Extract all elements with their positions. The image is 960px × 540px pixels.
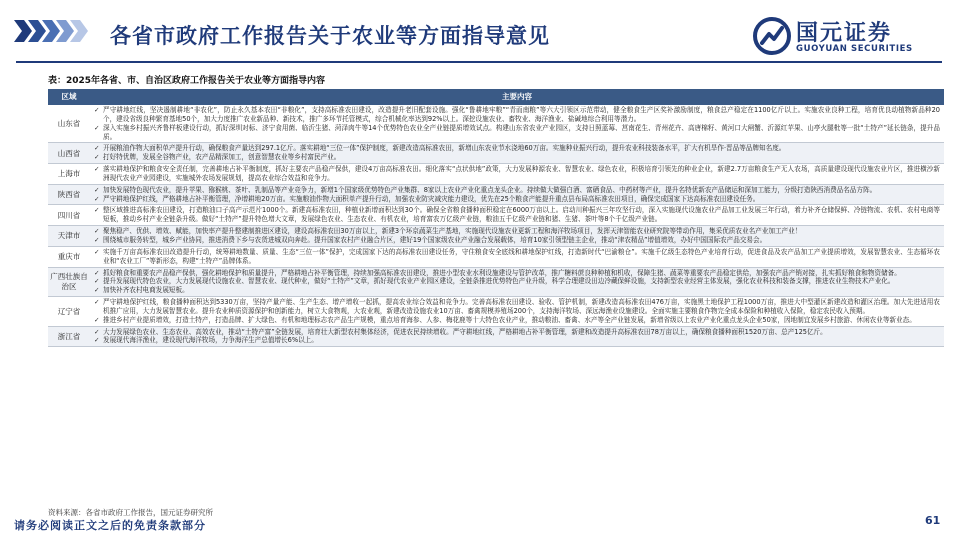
checkmark-icon: ✓ [94,165,100,174]
brand-logo [752,14,952,58]
column-header-region: 区域 [61,92,77,101]
checkmark-icon: ✓ [94,227,100,236]
list-item [94,165,940,183]
checkmark-icon: ✓ [94,277,100,286]
list-item [94,227,940,236]
table-row [48,247,944,268]
item-text: 围绕城市服务转型，城乡产业协同，推进消费下乡与农货进城双向奔赴。提升国家农村产业融合片区，建好19个国家级农业产业融合发展载体，培育10家引领型链主企业，推动“津农精品”增值增效，办好中国国际农产品交易会。 [103,235,767,244]
checkmark-icon: ✓ [94,247,100,256]
province-cell: 浙江省 [57,331,81,341]
province-cell: 天津市 [57,231,81,241]
source-note: 资料来源：各省市政府工作报告，国元证券研究所 [48,508,213,517]
list-item [94,186,940,195]
list-item [94,195,940,204]
item-text: 开展粮油作物大面积单产提升行动，确保粮食产量达到297.1亿斤。落实耕地“三位一体”保护制度，新建改造高标准农田，新增山东农业节水浇地60万亩。实施种业振兴行动，提升农业科技装备水平，扩大有机旱作·晋品等品牌知名度。 [103,144,786,153]
disclaimer-note: 请务必阅读正文之后的免责条款部分 [14,519,206,532]
checkmark-icon: ✓ [94,194,100,203]
list-item [94,144,940,153]
header-chevron-icon [14,20,96,42]
list-item [94,106,940,124]
item-text: 严守耕地红线，坚决遏制耕地“非农化”，防止永久基本农田“非粮化”，支持高标准农田建设，改造提升老旧配套设施。强化“鲁耕地牢粮”“青而南粮”等六大引领区示范带动，健全粮食生产区奖补激励制度，粮食总产稳定在1100亿斤以上。实施农业良种工程，培育优良动植物新品种20个，建设省级良种繁育基地50个，加大力度推广农业新品种、新技术，推广多环节托管模式，综合机械化率达到92%以上。深挖设施农业、畜牧业、海洋渔业、盐碱地综合利用等潜力。 [103,106,940,123]
item-text: 提升发展现代特色农业，大力发展现代设施农业、智慧农业、现代种业，做好“土特产”文章，抓好现代农业产业园区建设，全链条推进优势特色产业升级，科学合理建设田边冷藏保鲜设施，支持新型农业经营主体发展，强化农业科技和装备支撑，推进农业生物技术产业化。 [103,277,895,286]
province-cell: 辽宁省 [57,306,81,316]
content-cell [90,185,944,205]
column-header-content: 主要内容 [502,92,532,101]
list-item [94,236,940,245]
item-text: 加快发展特色现代农业，提升苹果、猕猴桃、茶叶、乳制品等产业竞争力，新增1个国家级优势特色产业集群、8家以上农业产业化重点龙头企业。持续做大做强白酒、富硒食品、中药材等产业，提升名特优新农产品储运和深加工能力，分级打造陕西消费品名品方阵。 [103,185,877,194]
content-cell [90,268,944,297]
checkmark-icon: ✓ [94,123,100,132]
checkmark-icon: ✓ [94,185,100,194]
table-row [48,105,944,143]
content-cell [90,143,944,163]
item-text: 整区域推进高标准农田建设，打造粮油口子高产示范片1000个。新建高标准农田，种植业新增面积达到30个。确保全省粮食播种面积稳定在6000万亩以上。启动川种振兴三年攻坚行动，深入实施现代设施农业产品加工业发展三年行动，着力补齐仓储保鲜、冷链物流、农机、农村电商等短板，推动乡村产业全链条升级。做好“土特产”提升特色增大文章，发展绿色农业、生态农业、有机农业，培育富农万亿级产业链，粮油五千亿级产业链和猪、生猪、茶叶等8个千亿级产业链。 [103,206,940,224]
list-item [94,248,940,266]
checkmark-icon: ✓ [94,106,100,114]
logo-name: 国元证券 [796,21,893,46]
content-cell [90,226,944,246]
logo-en: GUOYUAN SECURITIES [796,44,913,54]
list-item [94,298,940,316]
table-row [48,185,944,206]
list-item [94,153,940,162]
checkmark-icon: ✓ [94,286,100,295]
list-item [94,336,940,345]
checkmark-icon: ✓ [94,336,100,345]
table-body [48,105,944,347]
province-cell: 广西壮族自治区 [50,272,88,291]
item-text: 大力发展绿色农业、生态农业、高效农业，推动“土特产富”全链发展，培育壮大新型农村集体经济，促进农民持续增收。严守耕地红线，严格耕地占补平衡管理，新建和改造提升高标准农田78万亩以上，确保粮食播种面积1520万亩、总产125亿斤。 [103,327,827,336]
header-divider [16,61,942,63]
content-cell [90,205,944,225]
page-number: 61 [925,514,941,527]
checkmark-icon: ✓ [94,235,100,244]
list-item [94,286,940,295]
table-row [48,205,944,226]
item-text: 严守耕地保护红线，严格耕地占补平衡管理，净增耕地20万亩。实施粮油作物大面积单产提升行动，加强农业防灾减灾能力建设，优先在25个粮食产能提升重点县布局高标准农田项目，确保完成国家下达高标准农田建设任务。 [103,194,760,203]
item-text: 实施千万亩高标准农田改造提升行动，统筹耕地数量、质量、生态“三位一体”保护，完成国家下达的高标准农田建设任务，守住粮食安全底线和耕地保护红线，打造新时代“巴渝粮仓”。实施千亿级生态特色产业培育行动，促进食品及农产品加工产业提质增效，发展智慧农业、生态循环农业和“农业工厂”等新形态，构建“土特产”品牌体系。 [103,247,940,265]
checkmark-icon: ✓ [94,315,100,324]
item-text: 落实耕地保护和粮食安全责任制，完善耕地占补平衡制度，抓好主要农产品稳产保供，建设4万亩高标准农田。细化落实“点状供地”政策，大力发展种源农业、智慧农业、绿色农业，积极培育引领先的种业企业，新建2.7万亩粮食生产无人农场，高质量建设现代设施农业片区，推进横沙新洲现代农业产业园建设，实施城外农场发展规划，提高农业综合效益和竞争力。 [103,165,940,182]
item-text: 聚焦稳产、优供、增效、赋能，加快率产提升整建制推进区建设，建设高标准农田30万亩以上，新建3个环京蔬菜生产基地，实施现代设施农业更新工程和海洋牧场项目，发挥天津智能农业研究院等带动作用，集采优质农业名产业加工产业！ [103,227,802,236]
item-text: 抓好粮食和重要农产品稳产保供，强化耕地保护和质量提升，严格耕地占补平衡管理，持续加强高标准农田建设，推进小型农业水利设施建设与管护改革，推广糖料蔗良种种植和机收，保障生猪、蔬菜等重要农产品稳定供给，加强农产品产销对接，扎实抓好粮食和物资储备。 [103,268,901,277]
item-text: 加快补齐农村电商发展短板。 [103,286,189,295]
province-cell: 山西省 [57,148,81,158]
table-header [48,89,944,105]
checkmark-icon: ✓ [94,268,100,277]
content-cell [90,164,944,184]
table-row [48,297,944,327]
item-text: 深入实施乡村振兴齐鲁样板建设行动，抓好深圳对标、济宁食用菌、临沂生猪、菏泽肉牛等14个优势特色农业全产业链提质增效试点。构建山东省农业产业园区，支持日照蓝莓、莒南花生、青州花卉、高唐棉籽、黄河口大闸蟹、沂源红苹果、山亭火腿枇等一批“土特产”延长链条，提升品质。 [103,123,940,141]
table-row [48,164,944,185]
content-cell [90,327,944,347]
table-title: 表：2025年各省、市、自治区政府工作报告关于农业等方面指导内容 [48,76,326,86]
item-text: 打好特优牌，发展全谷物产业，农产品精深加工，创意智慧农业等乡村富民产业。 [103,153,341,162]
list-item [94,316,940,325]
item-text: 严守耕地保护红线，粮食播种面积达到5330万亩，坚持产量产能、生产生态、增产增收一起抓，提高农业综合效益和竞争力。完善高标准农田建设、验收、管护机制，新建改造高标准农田476万亩，实施黑土地保护工程1000万亩，推进大中型灌区新建改造和灌区治理。加大先进适用农机推广应用，大力发展智慧农业。提升农业种质资源保护和创新能力，树立大食物观，大农业观，新建改造设施农业10万亩、畜禽规模养殖场200个，支持海洋牧场、深远海渔业设施建设。全面实施主要粮食作物完全成本保险和种植收入保险，稳定农民收入预期。 [103,298,940,315]
guoyuan-logo-icon [752,16,792,56]
checkmark-icon: ✓ [94,153,100,162]
list-item [94,124,940,142]
page-title: 各省市政府工作报告关于农业等方面指导意见 [110,24,550,48]
province-cell: 陕西省 [57,189,81,199]
province-cell: 山东省 [57,119,81,128]
checkmark-icon: ✓ [94,206,100,215]
content-cell [90,297,944,326]
table-row [48,327,944,348]
content-cell [90,105,944,142]
item-text: 发展现代海洋渔业，建设现代海洋牧场，力争海洋生产总值增长6%以上。 [103,336,318,345]
table-row [48,268,944,298]
checkmark-icon: ✓ [94,144,100,153]
province-cell: 上海市 [57,169,81,179]
list-item [94,206,940,224]
checkmark-icon: ✓ [94,298,100,307]
province-cell: 四川省 [57,210,81,220]
content-cell [90,247,944,267]
province-cell: 重庆市 [57,251,81,261]
list-item [94,277,940,286]
checkmark-icon: ✓ [94,327,100,336]
table-row [48,226,944,247]
table-row [48,143,944,164]
item-text: 推进乡村产业提质增效，打造土特产，打造品牌、扩大绿色、有机和地理标志农产品生产规模，重点培育海参、人参、梅花鹿等十大特色农业产业，推动粮油、畜禽、水产等全产业链发展，新增省级以上农业产业化重点龙头企业50家，因地制宜发展乡村旅游、休闲农业等新业态。 [103,315,916,324]
